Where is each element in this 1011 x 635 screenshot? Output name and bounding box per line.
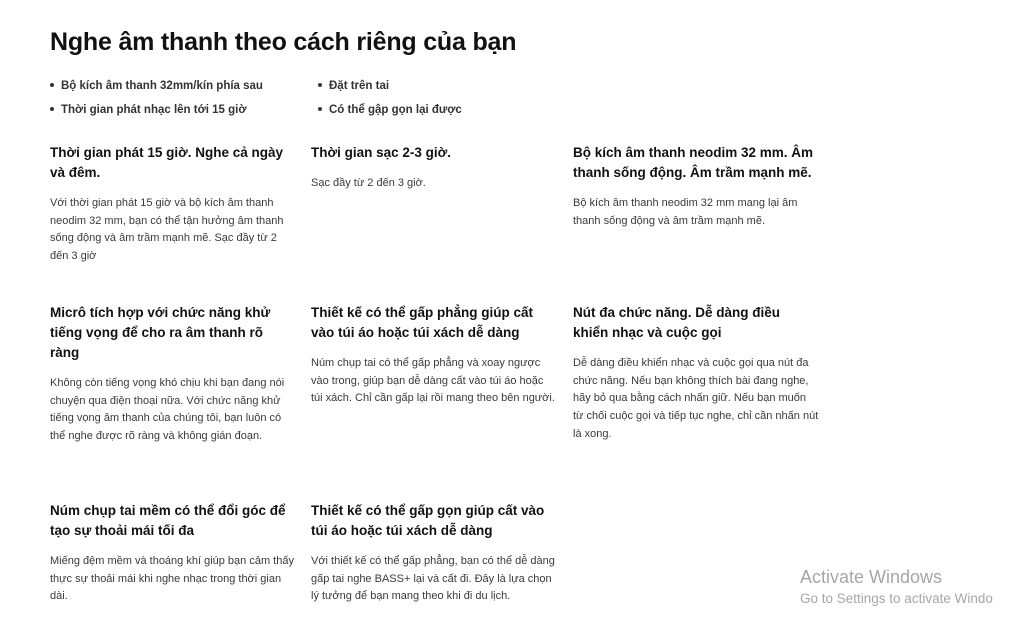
bullet-dot-icon: [318, 107, 322, 111]
spec-bullet-text: Bộ kích âm thanh 32mm/kín phía sau: [61, 80, 263, 92]
feature-card: [311, 501, 557, 606]
feature-title: Núm chụp tai mềm có thể đổi góc để tạo sự thoải mái tối đa: [50, 503, 286, 538]
bullet-dot-icon: [50, 107, 54, 111]
feature-description: Với thời gian phát 15 giờ và bộ kích âm thanh neodim 32 mm, bạn có thể tận hưởng âm thanh sống động và âm trầm mạnh mẽ. Sạc đầy từ 2 đến 3 giờ: [50, 197, 284, 263]
feature-card: [311, 303, 557, 408]
feature-description: Với thiết kế có thể gấp phẳng, bạn có thể dễ dàng gấp tai nghe BASS+ lại và cất đi. Đây là lựa chọn lý tưởng để bạn mang theo khi đi du lịch.: [311, 555, 555, 603]
spec-bullet-text: Thời gian phát nhạc lên tới 15 giờ: [61, 104, 247, 116]
feature-title: Micrô tích hợp với chức năng khử tiếng vọng để cho ra âm thanh rõ ràng: [50, 305, 271, 360]
spec-bullet: [318, 80, 389, 92]
spec-bullet: [50, 80, 263, 92]
feature-description: Bộ kích âm thanh neodim 32 mm mang lại âm thanh sống động và âm trầm mạnh mẽ.: [573, 197, 798, 227]
feature-title: Bộ kích âm thanh neodim 32 mm. Âm thanh sống động. Âm trầm mạnh mẽ.: [573, 145, 814, 180]
feature-card: [573, 143, 819, 230]
feature-description: Miếng đệm mềm và thoáng khí giúp bạn cảm thấy thực sự thoải mái khi nghe nhạc trong thời gian dài.: [50, 555, 294, 603]
page-title: Nghe âm thanh theo cách riêng của bạn: [50, 28, 517, 56]
feature-card: [50, 303, 296, 446]
spec-bullet: [318, 104, 462, 116]
watermark-title: Activate Windows: [800, 567, 943, 587]
feature-card: [573, 303, 819, 444]
bullet-dot-icon: [318, 83, 322, 87]
feature-title: Thiết kế có thể gấp gọn giúp cất vào túi áo hoặc túi xách dễ dàng: [311, 503, 545, 538]
feature-card: [50, 143, 296, 266]
feature-description: Núm chụp tai có thể gấp phẳng và xoay ngược vào trong, giúp bạn dễ dàng cất vào túi áo hoặc túi xách. Chỉ cần gấp lại rồi mang theo bên người.: [311, 357, 555, 405]
feature-card: [311, 143, 557, 193]
feature-description: Dễ dàng điều khiển nhạc và cuộc gọi qua nút đa chức năng. Nếu bạn không thích bài đang nghe, hãy bỏ qua bằng cách nhấn giữ. Nếu bạn muốn từ chối cuộc gọi và tiếp tục nghe, chỉ cần nhấn nút là xong.: [573, 357, 819, 440]
bullet-dot-icon: [50, 83, 54, 87]
feature-description: Sạc đầy từ 2 đến 3 giờ.: [311, 177, 426, 189]
feature-title: Thời gian sạc 2-3 giờ.: [311, 145, 451, 160]
activate-windows-watermark: [800, 567, 993, 608]
feature-title: Thiết kế có thể gấp phẳng giúp cất vào túi áo hoặc túi xách dễ dàng: [311, 305, 534, 340]
feature-description: Không còn tiếng vọng khó chịu khi bạn đang nói chuyện qua điện thoại nữa. Với chức năng khử tiếng vọng âm thanh của chúng tôi, bạn luôn có thể nghe được rõ ràng và không gián đoạn.: [50, 377, 285, 443]
spec-bullet-text: Đặt trên tai: [329, 80, 390, 92]
watermark-subtitle: Go to Settings to activate Windo: [800, 591, 993, 606]
spec-bullet-text: Có thể gập gọn lại được: [329, 104, 462, 116]
feature-card: [50, 501, 296, 606]
feature-title: Thời gian phát 15 giờ. Nghe cả ngày và đêm.: [50, 145, 283, 180]
spec-bullet: [50, 104, 247, 116]
feature-title: Nút đa chức năng. Dễ dàng điều khiển nhạc và cuộc gọi: [573, 305, 781, 340]
